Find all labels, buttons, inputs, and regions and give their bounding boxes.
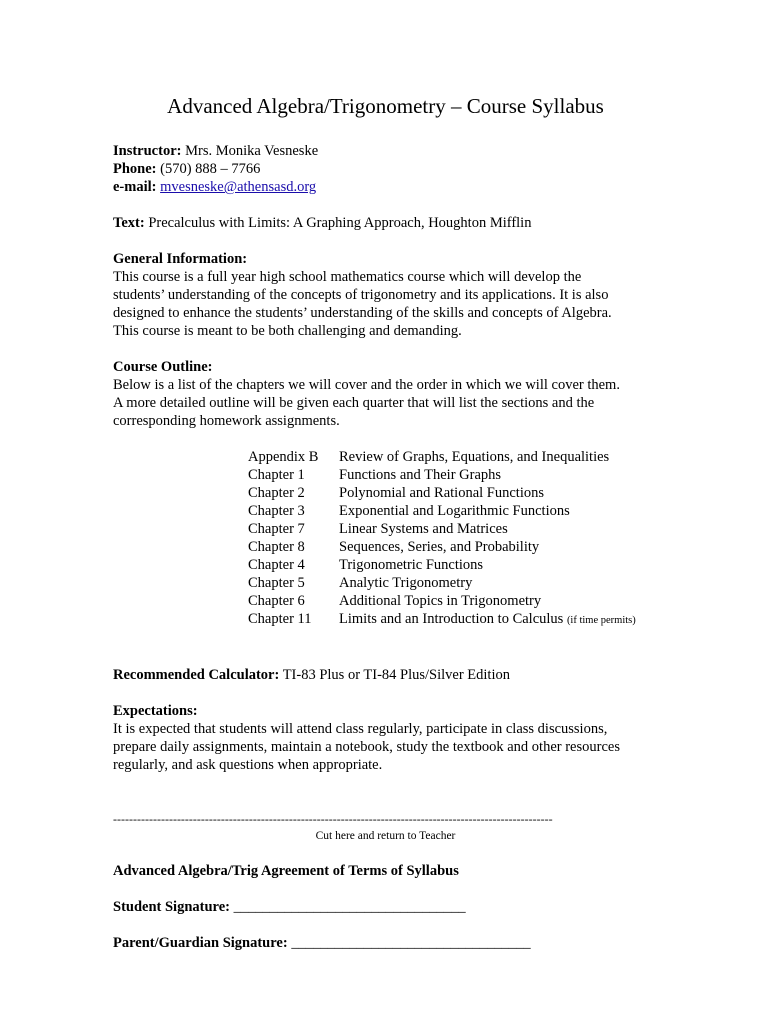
spacer [113,630,658,648]
spacer [113,880,658,898]
phone-label: Phone: [113,161,157,177]
chapter-row [248,520,658,538]
spacer [113,792,658,810]
chapter-number: Chapter 3 [248,503,305,519]
student-signature-line [113,898,658,916]
general-line: This course is meant to be both challenging and demanding. [113,323,462,339]
chapter-row [248,448,658,466]
chapter-number: Chapter 7 [248,521,305,537]
parent-signature-field[interactable]: _________________________________ [291,935,531,951]
chapter-number: Chapter 11 [248,611,312,627]
instructor-label: Instructor: [113,143,182,159]
chapter-row [248,592,658,610]
email-link[interactable]: mvesneske@athensasd.org [160,179,317,195]
spacer [113,232,658,250]
textbook-title: Precalculus with Limits: A Graphing Approach, Houghton Mifflin [148,215,532,231]
chapter-topic: Review of Graphs, Equations, and Inequalities [339,449,610,465]
chapter-topic: Linear Systems and Matrices [339,521,508,537]
phone-line [113,160,658,178]
chapter-row [248,538,658,556]
chapter-number: Chapter 1 [248,467,305,483]
chapter-note: (if time permits) [566,615,636,626]
chapter-number: Appendix B [248,449,319,465]
email-line [113,178,658,196]
chapter-row [248,610,658,630]
chapter-row [248,556,658,574]
student-signature-label: Student Signature: [113,899,230,915]
expectations-line: It is expected that students will attend class regularly, participate in class discussions, [113,721,608,737]
chapter-number: Chapter 5 [248,575,305,591]
instructor-name: Mrs. Monika Vesneske [185,143,319,159]
parent-signature-label: Parent/Guardian Signature: [113,935,288,951]
chapter-topic: Polynomial and Rational Functions [339,485,545,501]
calculator-value: TI-83 Plus or TI-84 Plus/Silver Edition [282,667,510,683]
spacer [113,684,658,702]
spacer [113,916,658,934]
expectations-line: prepare daily assignments, maintain a notebook, study the textbook and other resources [113,739,620,755]
general-line: students’ understanding of the concepts of trigonometry and its applications. It is also [113,287,609,303]
expectations-line: regularly, and ask questions when appropriate. [113,757,383,773]
text-label: Text: [113,215,145,231]
general-line: designed to enhance the students’ understanding of the skills and concepts of Algebra. [113,305,612,321]
outline-line: Below is a list of the chapters we will cover and the order in which we will cover them. [113,377,620,393]
chapter-topic: Analytic Trigonometry [339,575,473,591]
spacer [113,844,658,862]
chapter-topic: Functions and Their Graphs [339,467,502,483]
chapter-number: Chapter 2 [248,485,305,501]
email-label: e-mail: [113,179,157,195]
text-line [113,214,658,232]
spacer [113,774,658,792]
agreement-title: Advanced Algebra/Trig Agreement of Terms of Syllabus [113,863,459,879]
chapter-list [248,448,658,630]
chapter-number: Chapter 8 [248,539,305,555]
student-signature-field[interactable]: ________________________________ [233,899,466,915]
parent-signature-line [113,934,658,952]
chapter-topic: Sequences, Series, and Probability [339,539,540,555]
chapter-topic: Exponential and Logarithmic Functions [339,503,570,519]
chapter-topic-text: Limits and an Introduction to Calculus [339,611,564,627]
chapter-topic [339,610,636,630]
chapter-row [248,466,658,484]
cut-line: -------------------------------------------------------------------------------------------------------------- [113,812,553,826]
expectations-heading: Expectations: [113,703,198,719]
spacer [113,648,658,666]
page-title: Advanced Algebra/Trigonometry – Course Syllabus [167,94,604,118]
chapter-number: Chapter 4 [248,557,305,573]
outline-heading: Course Outline: [113,359,213,375]
calculator-line [113,666,658,684]
chapter-row [248,484,658,502]
calculator-label: Recommended Calculator: [113,667,280,683]
chapter-number: Chapter 6 [248,593,305,609]
outline-line: corresponding homework assignments. [113,413,340,429]
syllabus-page [113,92,658,952]
chapter-topic: Trigonometric Functions [339,557,484,573]
instructor-line [113,142,658,160]
phone-number: (570) 888 – 7766 [160,161,261,177]
outline-line: A more detailed outline will be given each quarter that will list the sections and the [113,395,595,411]
general-heading: General Information: [113,251,248,267]
chapter-row [248,574,658,592]
chapter-topic: Additional Topics in Trigonometry [339,593,542,609]
chapter-row [248,502,658,520]
spacer [113,196,658,214]
spacer [113,340,658,358]
cut-label: Cut here and return to Teacher [315,830,456,842]
general-line: This course is a full year high school mathematics course which will develop the [113,269,582,285]
